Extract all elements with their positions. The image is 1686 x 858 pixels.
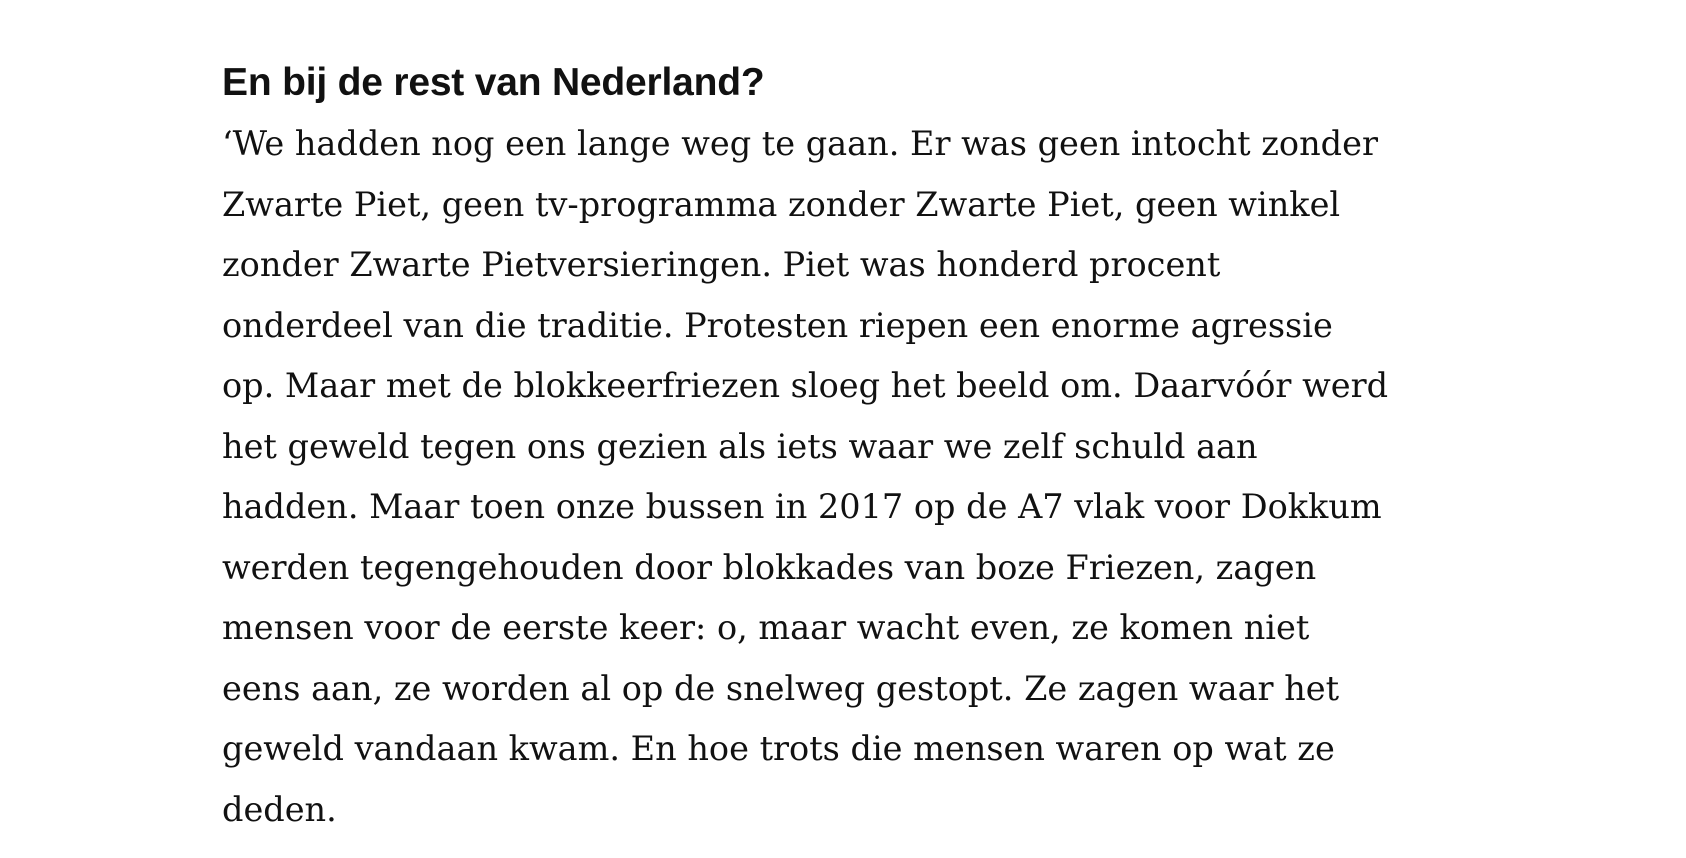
paragraph-line: mensen voor de eerste keer: o, maar wacht even, ze komen niet	[222, 608, 1310, 647]
paragraph-line: zonder Zwarte Pietversieringen. Piet was honderd procent	[222, 245, 1221, 284]
article	[222, 60, 1462, 840]
paragraph-line: het geweld tegen ons gezien als iets waar we zelf schuld aan	[222, 426, 1258, 466]
paragraph-line: werden tegengehouden door blokkades van boze Friezen, zagen	[222, 547, 1317, 587]
article-paragraph	[222, 114, 1462, 840]
paragraph-line: op. Maar met de blokkeerfriezen sloeg het beeld om. Daarvóór werd	[222, 366, 1389, 405]
paragraph-line: geweld vandaan kwam. En hoe trots die mensen waren op wat ze	[222, 729, 1335, 768]
paragraph-line: Zwarte Piet, geen tv-programma zonder Zwarte Piet, geen winkel	[222, 184, 1341, 224]
paragraph-line: onderdeel van die traditie. Protesten riepen een enorme agressie	[222, 305, 1333, 345]
paragraph-line: ‘We hadden nog een lange weg te gaan. Er was geen intocht zonder	[222, 124, 1378, 163]
paragraph-line: deden.	[222, 789, 337, 829]
paragraph-line: eens aan, ze worden al op de snelweg gestopt. Ze zagen waar het	[222, 668, 1340, 708]
paragraph-line: hadden. Maar toen onze bussen in 2017 op de A7 vlak voor Dokkum	[222, 487, 1382, 526]
section-heading: En bij de rest van Nederland?	[222, 61, 765, 104]
